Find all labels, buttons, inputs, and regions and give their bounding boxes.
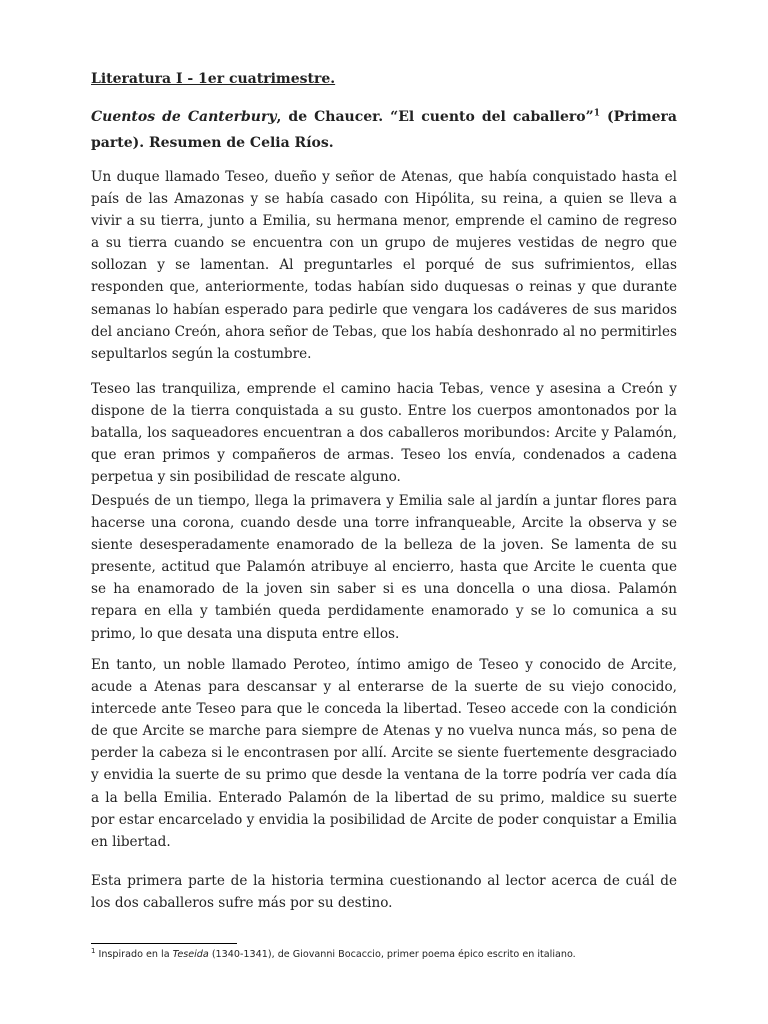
paragraph-3: Después de un tiempo, llega la primavera y Emilia sale al jardín a juntar flores para hacerse una corona, cuando desde una torre infranqueable, Arcite la observa y se siente desesperadamente enamorado de la belleza de la joven. Se lamenta de su presente, actitud que Palamón atribuye al encierro, hasta que Arcite le cuenta que se ha enamorado de la joven sin saber si es una doncella o una diosa. Palamón repara en ella y también queda perdidamente enamorado y se lo comunica a su primo, lo que desata una disputa entre ellos. [91,493,677,642]
paragraph-4: En tanto, un noble llamado Peroteo, íntimo amigo de Teseo y conocido de Arcite, acude a Atenas para descansar y al enterarse de la suerte de su viejo conocido, intercede ante Teseo para que le conceda la libertad. Teseo accede con la condición de que Arcite se marche para siempre de Atenas y no vuelva nunca más, so pena de perder la cabeza si le encontrasen por allí. Arcite se siente fuertemente desgraciado y envidia la suerte de su primo que desde la ventana de la torre podría ver cada día a la bella Emilia. Enterado Palamón de la libertad de su primo, maldice su suerte por estar encarcelado y envidia la posibilidad de Arcite de poder conquistar a Emilia en libertad. [91,657,677,850]
title-by: , de Chaucer. “El cuento del caballero” [276,109,594,125]
footnote-before: Inspirado en la [95,949,173,960]
footnote [91,948,677,962]
paragraph-5: Esta primera parte de la historia termina cuestionando al lector acerca de cuál de los dos caballeros sufre más por su destino. [91,873,677,912]
footnote-reference[interactable]: 1 [593,108,600,119]
footnote-after: (1340-1341), de Giovanni Bocaccio, primer poema épico escrito en italiano. [208,949,576,960]
course-heading: Literatura I - 1er cuatrimestre. [91,71,336,87]
title-rest: (Primera parte). Resumen de Celia Ríos. [91,109,678,151]
footnote-number: 1 [91,946,96,955]
footnote-divider [91,943,237,944]
paragraph-1: Un duque llamado Teseo, dueño y señor de Atenas, que había conquistado hasta el país de las Amazonas y se había casado con Hipólita, su reina, a quien se lleva a vivir a su tierra, junto a Emilia, su hermana menor, emprende el camino de regreso a su tierra cuando se encuentra con un grupo de mujeres vestidas de negro que sollozan y se lamentan. Al preguntarles el porqué de sus sufrimientos, ellas responden que, anteriormente, todas habían sido duquesas o reinas y que durante semanas lo habían esperado para pedirle que vengara los cadáveres de sus maridos del anciano Creón, ahora señor de Tebas, que los había deshonrado al no permitirles sepultarlos según la costumbre. [91,169,677,362]
document-title [91,104,677,156]
footnote-work: Teseida [172,949,209,960]
title-work: Cuentos de Canterbury [91,109,277,125]
paragraph-2: Teseo las tranquiliza, emprende el camino hacia Tebas, vence y asesina a Creón y dispone de la tierra conquistada a su gusto. Entre los cuerpos amontonados por la batalla, los saqueadores encuentran a dos caballeros moribundos: Arcite y Palamón, que eran primos y compañeros de armas. Teseo los envía, condenados a cadena perpetua y sin posibilidad de rescate alguno. [91,381,677,486]
